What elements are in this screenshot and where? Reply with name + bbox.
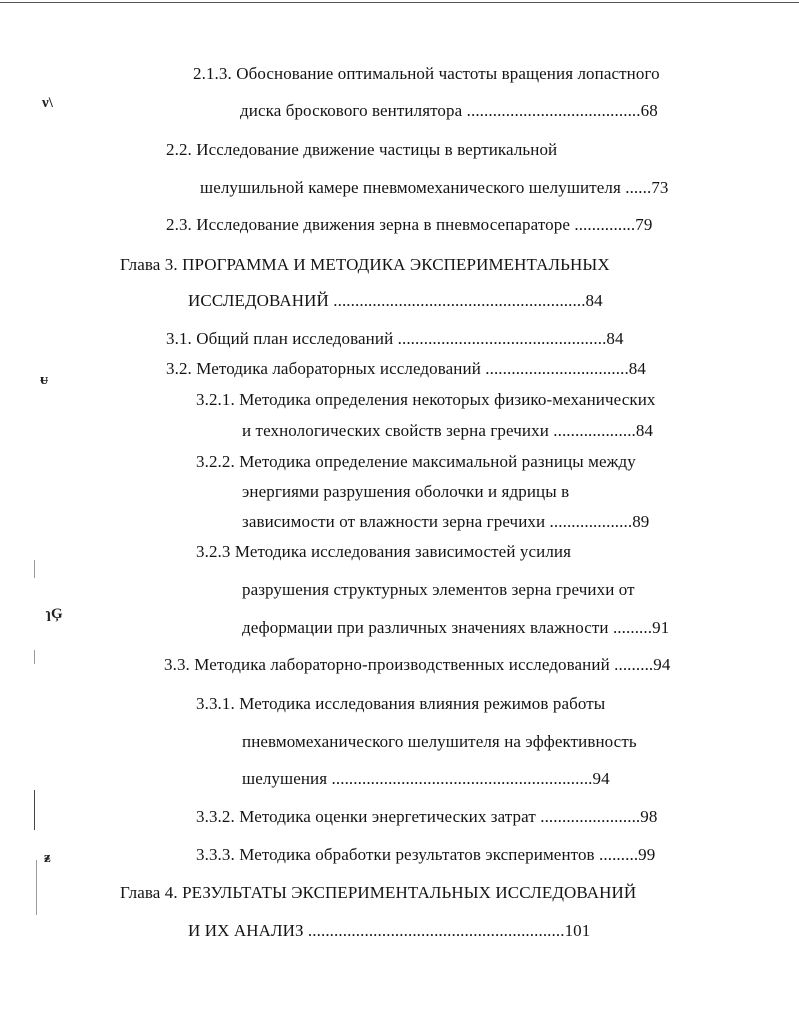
toc-chapter-4: Глава 4. РЕЗУЛЬТАТЫ ЭКСПЕРИМЕНТАЛЬНЫХ ИССЛЕДОВАНИЙ: [120, 883, 637, 902]
toc-entry-3-2-2-cont2: зависимости от влажности зерна гречихи ...................89: [242, 512, 650, 531]
scan-artifact-line: [34, 650, 35, 664]
toc-entry-2-3: 2.3. Исследование движения зерна в пневмосепараторе ..............79: [166, 215, 653, 234]
toc-entry-3-2-2: 3.2.2. Методика определение максимальной разницы между: [196, 452, 636, 471]
margin-mark: ᵾ: [40, 372, 49, 388]
toc-entry-3-2-3-cont: разрушения структурных элементов зерна гречихи от: [242, 580, 635, 599]
toc-entry-3-3-1-cont: пневмомеханического шелушителя на эффективность: [242, 732, 637, 751]
margin-mark: ν\: [42, 95, 53, 111]
toc-entry-3-2-1-cont: и технологических свойств зерна гречихи ...................84: [242, 421, 654, 440]
toc-chapter-3: Глава 3. ПРОГРАММА И МЕТОДИКА ЭКСПЕРИМЕНТАЛЬНЫХ: [120, 255, 610, 274]
toc-entry-2-2: 2.2. Исследование движение частицы в вертикальной: [166, 140, 558, 159]
margin-mark: ᵶ: [44, 850, 51, 866]
toc-entry-3-3: 3.3. Методика лабораторно-производственных исследований .........94: [164, 655, 671, 674]
scan-artifact-line: [34, 790, 35, 830]
toc-entry-3-2-2-cont: энергиями разрушения оболочки и ядрицы в: [242, 482, 570, 501]
toc-entry-3-3-1-cont2: шелушения ............................................................94: [242, 769, 610, 788]
toc-entry-3-1: 3.1. Общий план исследований ................................................84: [166, 329, 624, 348]
toc-entry-3-2: 3.2. Методика лабораторных исследований .................................84: [166, 359, 646, 378]
toc-entry-3-2-3-cont2: деформации при различных значениях влажности .........91: [242, 618, 670, 637]
toc-entry-2-2-cont: шелушильной камере пневмомеханического шелушителя ......73: [200, 178, 669, 197]
scan-artifact-line: [36, 860, 37, 915]
top-border-line: [0, 2, 799, 3]
toc-entry-3-3-2: 3.3.2. Методика оценки энергетических затрат .......................98: [196, 807, 658, 826]
toc-entry-3-3-1: 3.3.1. Методика исследования влияния режимов работы: [196, 694, 606, 713]
toc-entry-2-1-3: 2.1.3. Обоснование оптимальной частоты вращения лопастного: [193, 64, 660, 83]
toc-chapter-3-cont: ИССЛЕДОВАНИЙ ..........................................................84: [188, 291, 603, 310]
scan-artifact-line: [34, 560, 35, 578]
toc-entry-3-3-3: 3.3.3. Методика обработки результатов экспериментов .........99: [196, 845, 656, 864]
toc-chapter-4-cont: И ИХ АНАЛИЗ ...........................................................101: [188, 921, 591, 940]
toc-entry-2-1-3-cont: диска броскового вентилятора ........................................68: [240, 101, 658, 120]
toc-entry-3-2-3: 3.2.3 Методика исследования зависимостей усилия: [196, 542, 572, 561]
margin-mark: ɿĢ: [45, 606, 63, 622]
toc-entry-3-2-1: 3.2.1. Методика определения некоторых физико-механических: [196, 390, 656, 409]
